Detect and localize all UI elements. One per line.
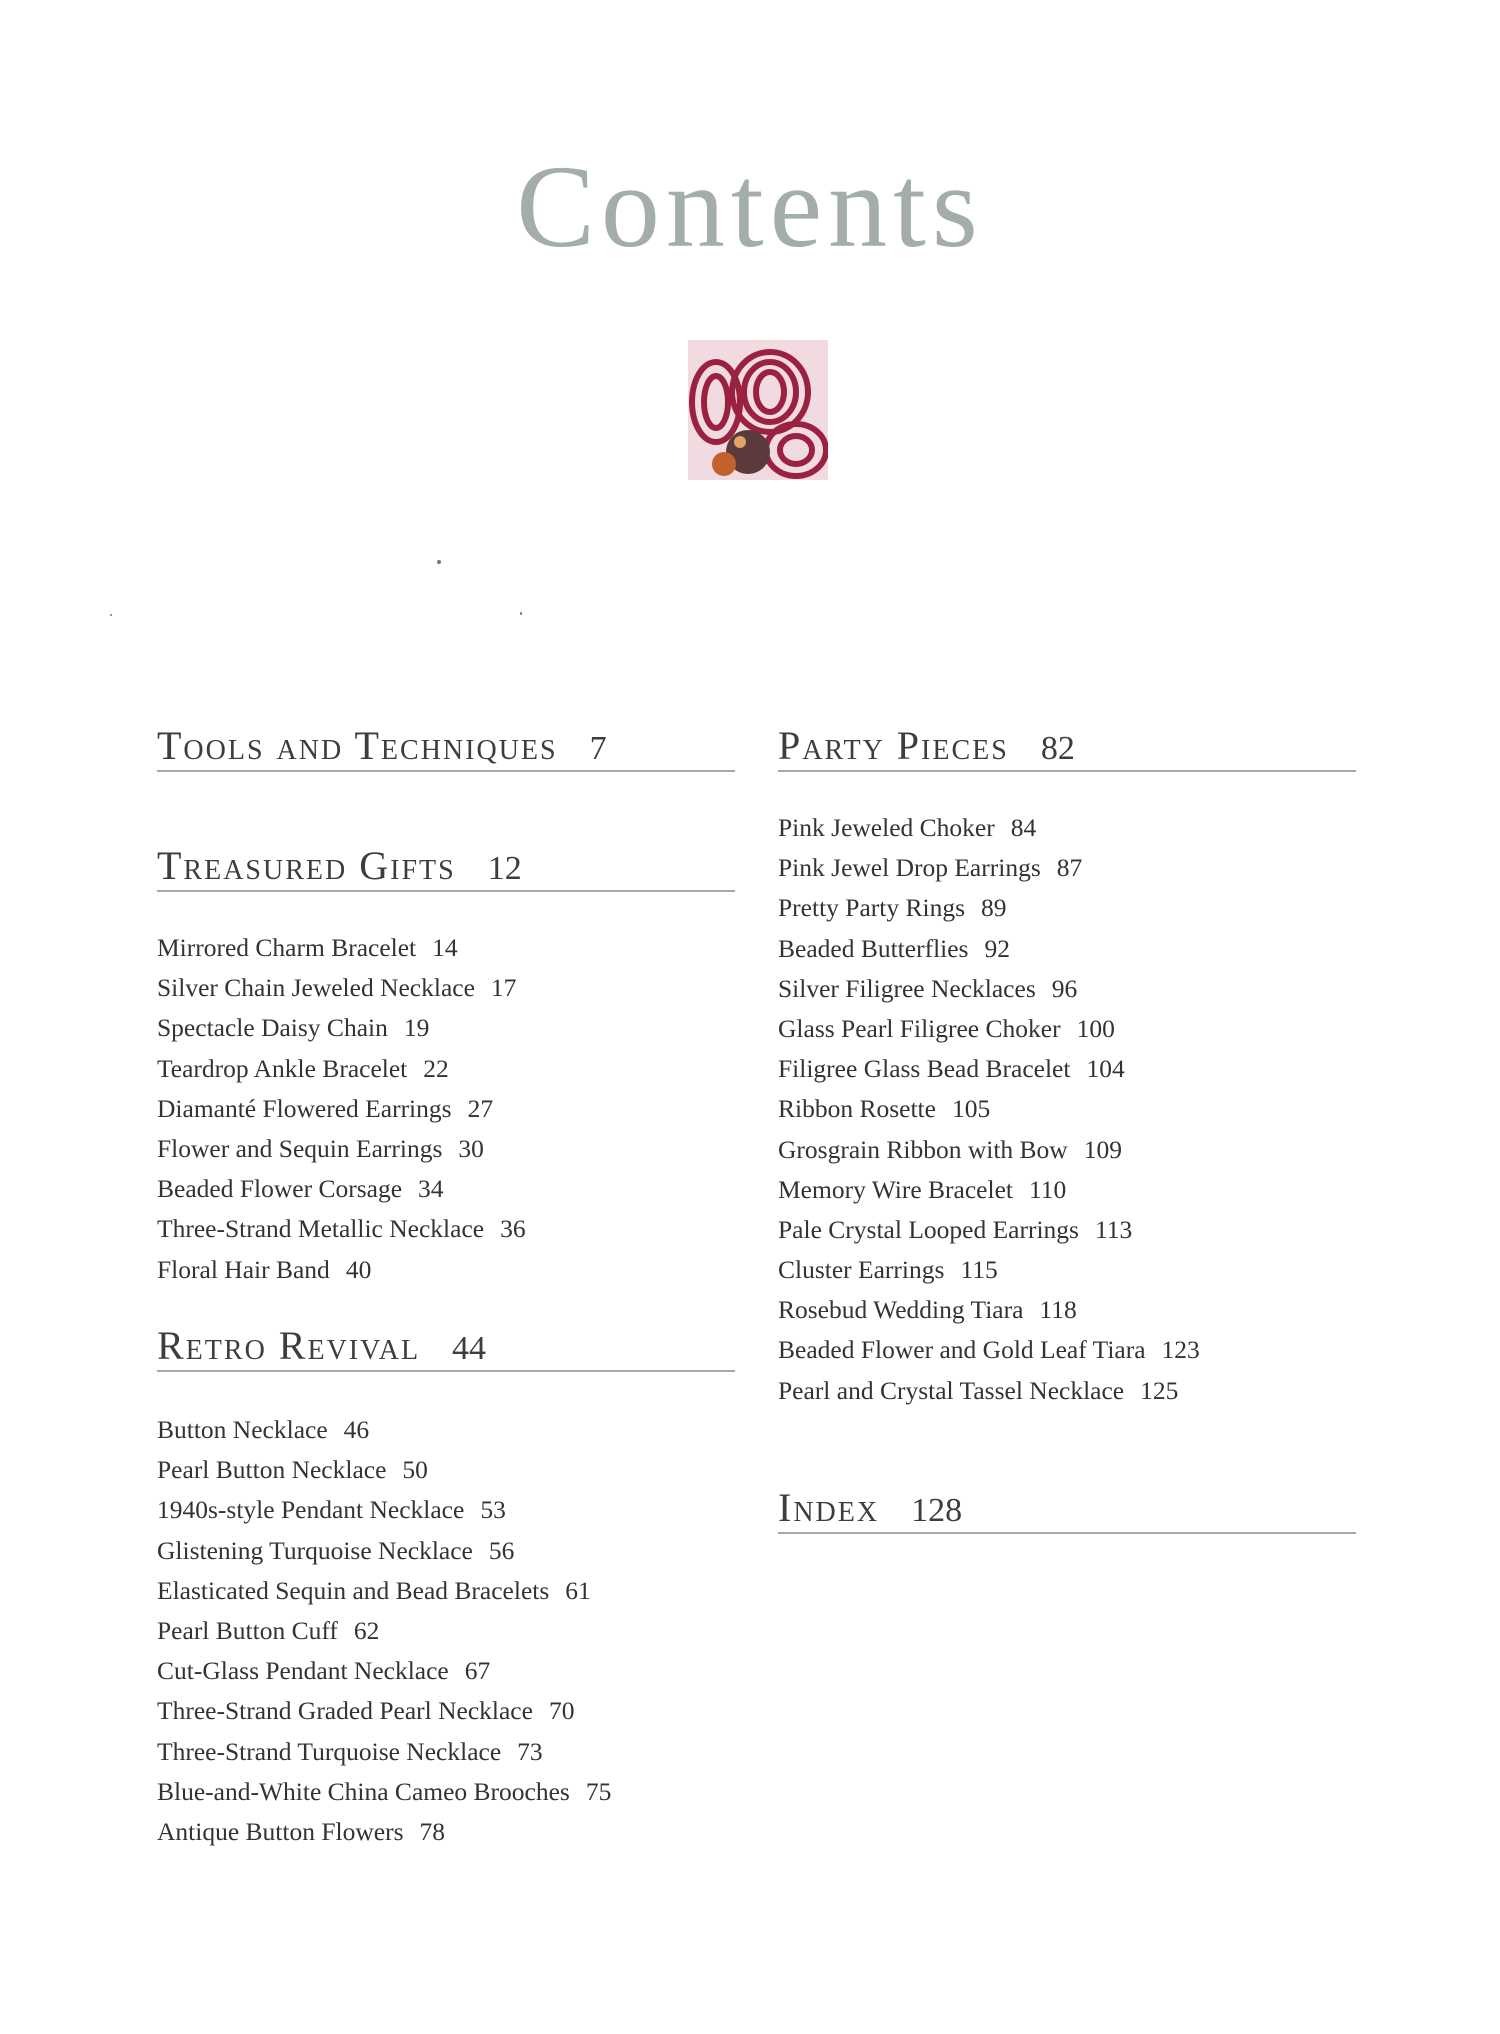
toc-entry[interactable] — [778, 1250, 1200, 1290]
toc-entry[interactable] — [157, 1008, 526, 1048]
toc-entry[interactable] — [157, 928, 526, 968]
section-tools-and-techniques — [157, 722, 735, 772]
entry-page-number: 100 — [1076, 1013, 1115, 1043]
section-page-number: 128 — [911, 1492, 963, 1529]
treasured-gifts-list — [157, 928, 526, 1290]
entry-page-number: 75 — [585, 1776, 612, 1806]
toc-entry[interactable] — [778, 929, 1200, 969]
entry-page-number: 36 — [500, 1214, 526, 1244]
entry-page-number: 22 — [423, 1053, 449, 1083]
toc-entry[interactable] — [157, 1089, 526, 1129]
toc-entry[interactable] — [157, 1611, 611, 1651]
entry-title: Cut-Glass Pendant Necklace — [157, 1656, 449, 1686]
entry-title: Teardrop Ankle Bracelet — [157, 1053, 408, 1083]
section-heading — [157, 722, 735, 772]
entry-title: Glistening Turquoise Necklace — [157, 1535, 473, 1565]
entry-title: Diamanté Flowered Earrings — [157, 1093, 452, 1123]
entry-page-number: 105 — [951, 1094, 991, 1124]
entry-page-number: 53 — [480, 1495, 506, 1525]
toc-entry[interactable] — [157, 1450, 611, 1490]
toc-entry[interactable] — [157, 1250, 526, 1290]
entry-title: Ribbon Rosette — [778, 1094, 936, 1124]
section-heading — [157, 842, 735, 892]
entry-title: Beaded Flower and Gold Leaf Tiara — [778, 1335, 1146, 1365]
toc-entry[interactable] — [778, 969, 1200, 1009]
entry-title: Silver Filigree Necklaces — [778, 973, 1036, 1003]
entry-title: Blue-and-White China Cameo Brooches — [157, 1776, 570, 1806]
entry-page-number: 89 — [981, 893, 1007, 923]
entry-page-number: 96 — [1051, 973, 1078, 1003]
toc-entry[interactable] — [778, 1290, 1200, 1330]
section-page-number: 7 — [589, 730, 607, 767]
section-heading — [778, 1484, 1356, 1534]
toc-entry[interactable] — [157, 1531, 611, 1571]
entry-page-number: 109 — [1083, 1134, 1122, 1164]
entry-page-number: 84 — [1010, 813, 1037, 842]
toc-entry[interactable] — [157, 1651, 611, 1691]
entry-page-number: 34 — [418, 1174, 444, 1204]
toc-entry[interactable] — [157, 1772, 611, 1812]
entry-title: Memory Wire Bracelet — [778, 1174, 1013, 1204]
toc-entry[interactable] — [157, 1490, 611, 1530]
party-pieces-list — [778, 808, 1200, 1411]
section-heading — [778, 722, 1356, 772]
section-page-number: 44 — [452, 1330, 487, 1367]
entry-page-number: 113 — [1094, 1214, 1133, 1244]
toc-entry[interactable] — [157, 1129, 526, 1169]
toc-entry[interactable] — [778, 1330, 1200, 1370]
entry-title: Button Necklace — [157, 1415, 328, 1444]
entry-title: Pale Crystal Looped Earrings — [778, 1214, 1079, 1244]
toc-entry[interactable] — [157, 1410, 611, 1450]
entry-title: Three-Strand Turquoise Necklace — [157, 1736, 502, 1766]
entry-page-number: 115 — [960, 1255, 998, 1285]
entry-title: 1940s-style Pendant Necklace — [157, 1495, 465, 1525]
paper-speck — [110, 614, 112, 616]
entry-title: Pearl and Crystal Tassel Necklace — [778, 1375, 1125, 1405]
entry-page-number: 87 — [1056, 853, 1083, 883]
entry-page-number: 62 — [353, 1615, 380, 1645]
entry-title: Flower and Sequin Earrings — [157, 1133, 443, 1163]
entry-page-number: 123 — [1161, 1335, 1200, 1365]
section-title: Treasured Gifts — [157, 843, 456, 888]
entry-page-number: 14 — [432, 933, 458, 962]
toc-entry[interactable] — [778, 1170, 1200, 1210]
toc-entry[interactable] — [157, 1732, 611, 1772]
entry-title: Pearl Button Cuff — [157, 1615, 338, 1645]
toc-entry[interactable] — [157, 1571, 611, 1611]
entry-title: Pearl Button Necklace — [157, 1455, 387, 1485]
section-heading — [157, 1322, 735, 1372]
entry-page-number: 30 — [458, 1133, 484, 1163]
entry-title: Glass Pearl Filigree Choker — [778, 1013, 1061, 1043]
entry-page-number: 125 — [1140, 1375, 1179, 1405]
section-title: Index — [778, 1485, 880, 1530]
toc-entry[interactable] — [157, 1169, 526, 1209]
entry-page-number: 19 — [403, 1013, 430, 1043]
section-title: Retro Revival — [157, 1323, 421, 1368]
entry-title: Cluster Earrings — [778, 1255, 945, 1285]
entry-page-number: 46 — [343, 1415, 370, 1444]
entry-title: Pink Jeweled Choker — [778, 813, 995, 842]
section-page-number: 12 — [487, 850, 522, 887]
entry-title: Antique Button Flowers — [157, 1816, 404, 1846]
section-treasured-gifts — [157, 842, 735, 892]
entry-title: Floral Hair Band — [157, 1254, 330, 1284]
entry-title: Pink Jewel Drop Earrings — [778, 853, 1041, 883]
entry-page-number: 40 — [345, 1254, 372, 1284]
toc-entry[interactable] — [778, 1089, 1200, 1129]
toc-entry[interactable] — [157, 1209, 526, 1249]
section-index — [778, 1484, 1356, 1534]
entry-page-number: 27 — [467, 1093, 494, 1123]
entry-title: Three-Strand Graded Pearl Necklace — [157, 1696, 533, 1726]
entry-title: Silver Chain Jeweled Necklace — [157, 973, 475, 1003]
beaded-flower-ornament-icon — [688, 340, 828, 480]
entry-page-number: 78 — [419, 1816, 445, 1846]
entry-title: Mirrored Charm Bracelet — [157, 933, 417, 962]
toc-entry[interactable] — [778, 888, 1200, 928]
entry-page-number: 92 — [984, 933, 1010, 963]
entry-title: Grosgrain Ribbon with Bow — [778, 1134, 1068, 1164]
section-title: Tools and Techniques — [157, 723, 558, 768]
entry-title: Filigree Glass Bead Bracelet — [778, 1054, 1071, 1084]
toc-entry[interactable] — [778, 1371, 1200, 1411]
section-title: Party Pieces — [778, 723, 1009, 768]
entry-page-number: 17 — [490, 973, 517, 1003]
paper-speck — [520, 612, 522, 615]
toc-entry[interactable] — [778, 1210, 1200, 1250]
entry-title: Beaded Flower Corsage — [157, 1174, 403, 1204]
entry-title: Three-Strand Metallic Necklace — [157, 1214, 485, 1244]
entry-title: Rosebud Wedding Tiara — [778, 1295, 1024, 1325]
entry-page-number: 70 — [548, 1696, 575, 1726]
section-page-number: 82 — [1040, 730, 1075, 767]
entry-page-number: 104 — [1086, 1054, 1125, 1084]
toc-entry[interactable] — [778, 1049, 1200, 1089]
retro-revival-list — [157, 1410, 611, 1852]
entry-title: Spectacle Daisy Chain — [157, 1013, 388, 1043]
entry-title: Pretty Party Rings — [778, 893, 966, 923]
entry-page-number: 56 — [488, 1535, 515, 1565]
entry-page-number: 50 — [402, 1455, 428, 1485]
entry-title: Elasticated Sequin and Bead Bracelets — [157, 1575, 550, 1605]
toc-entry[interactable] — [778, 1009, 1200, 1049]
toc-entry[interactable] — [778, 848, 1200, 888]
entry-page-number: 73 — [517, 1736, 543, 1766]
toc-entry[interactable] — [778, 808, 1200, 848]
entry-page-number: 61 — [565, 1575, 591, 1605]
toc-entry[interactable] — [157, 1812, 611, 1852]
section-party-pieces — [778, 722, 1356, 772]
toc-entry[interactable] — [157, 1691, 611, 1731]
paper-speck — [437, 560, 441, 564]
toc-entry[interactable] — [778, 1130, 1200, 1170]
entry-page-number: 67 — [464, 1656, 491, 1686]
section-retro-revival — [157, 1322, 735, 1372]
entry-page-number: 118 — [1039, 1295, 1077, 1325]
entry-title: Beaded Butterflies — [778, 933, 969, 963]
entry-page-number: 110 — [1029, 1174, 1067, 1204]
page-title: Contents — [516, 141, 984, 272]
toc-entry[interactable] — [157, 1049, 526, 1089]
toc-entry[interactable] — [157, 968, 526, 1008]
